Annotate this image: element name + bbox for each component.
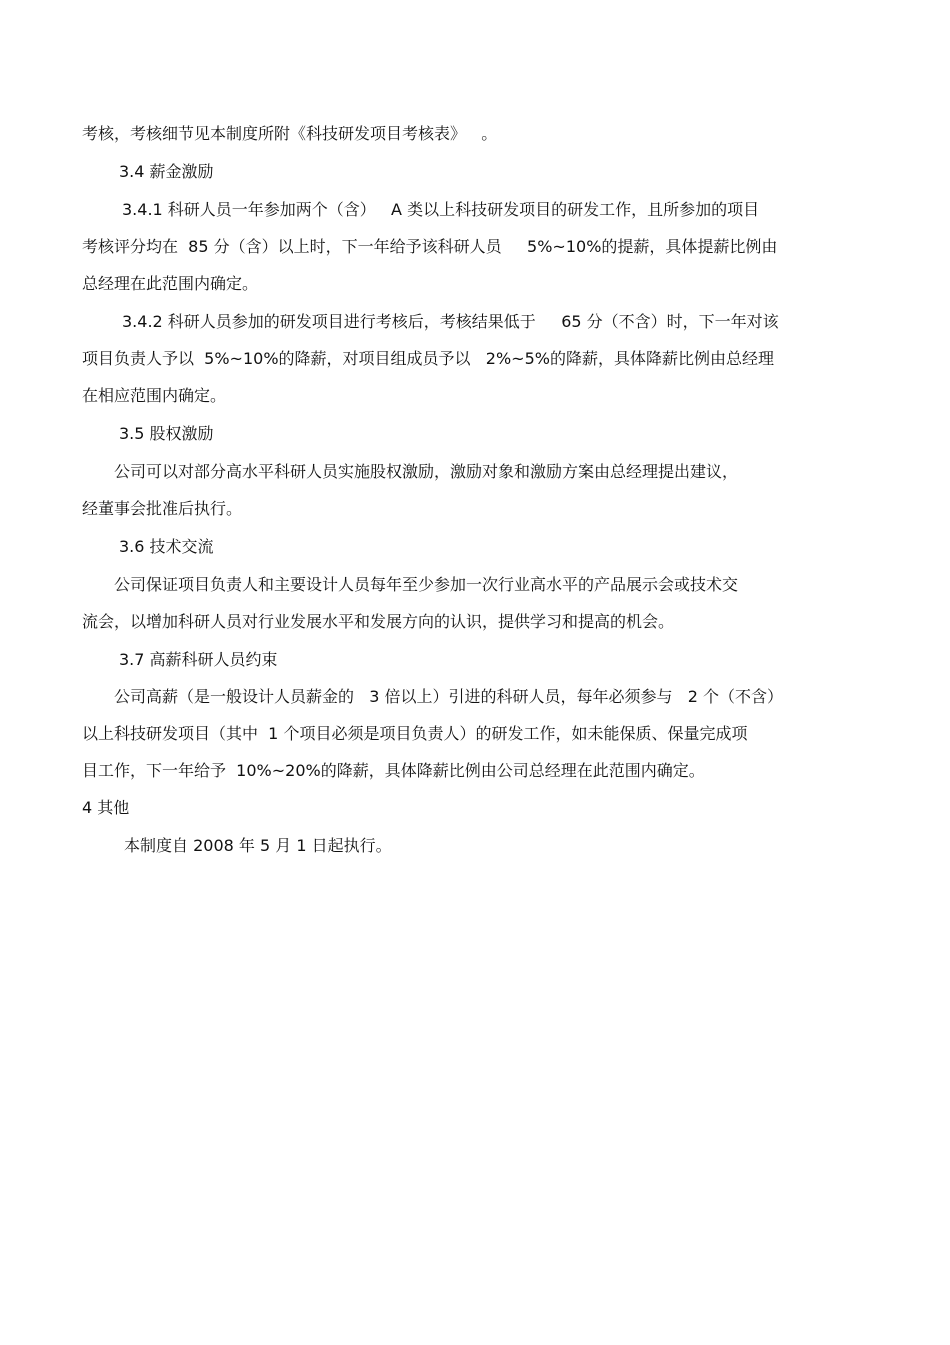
text-line: 以上科技研发项目（其中 1 个项目必须是项目负责人）的研发工作，如未能保质、保量完成项 [82, 724, 748, 743]
text-line: 经董事会批准后执行。 [82, 499, 243, 518]
text-line: 3.4.1 科研人员一年参加两个（含） A 类以上科技研发项目的研发工作，且所参加的项目 [122, 200, 760, 219]
text-line: 公司可以对部分高水平科研人员实施股权激励，激励对象和激励方案由总经理提出建议， [114, 462, 739, 481]
text-line: 流会，以增加科研人员对行业发展水平和发展方向的认识，提供学习和提高的机会。 [82, 612, 675, 631]
text-line: 考核评分均在 85 分（含）以上时，下一年给予该科研人员 5%~10%的提薪，具体提薪比例由 [82, 237, 778, 256]
text-line: 总经理在此范围内确定。 [82, 274, 259, 293]
text-line: 3.4.2 科研人员参加的研发项目进行考核后，考核结果低于 65 分（不含）时，下一年对该 [122, 312, 779, 331]
text-line: 本制度自 2008 年 5 月 1 日起执行。 [124, 836, 392, 855]
text-line: 考核，考核细节见本制度所附《科技研发项目考核表》 。 [82, 124, 498, 143]
text-line: 目工作，下一年给予 10%~20%的降薪，具体降薪比例由公司总经理在此范围内确定。 [82, 761, 705, 780]
text-line: 公司保证项目负责人和主要设计人员每年至少参加一次行业高水平的产品展示会或技术交 [114, 575, 739, 594]
text-line: 项目负责人予以 5%~10%的降薪，对项目组成员予以 2%~5%的降薪，具体降薪比例由总经理 [82, 349, 774, 368]
section-heading: 3.7 高薪科研人员约束 [119, 650, 278, 669]
section-heading: 3.5 股权激励 [119, 424, 214, 443]
text-line: 在相应范围内确定。 [82, 386, 227, 405]
text-line: 公司高薪（是一般设计人员薪金的 3 倍以上）引进的科研人员，每年必须参与 2 个（不含） [114, 687, 784, 706]
section-heading: 4 其他 [82, 798, 130, 817]
section-heading: 3.4 薪金激励 [119, 162, 214, 181]
section-heading: 3.6 技术交流 [119, 537, 214, 556]
